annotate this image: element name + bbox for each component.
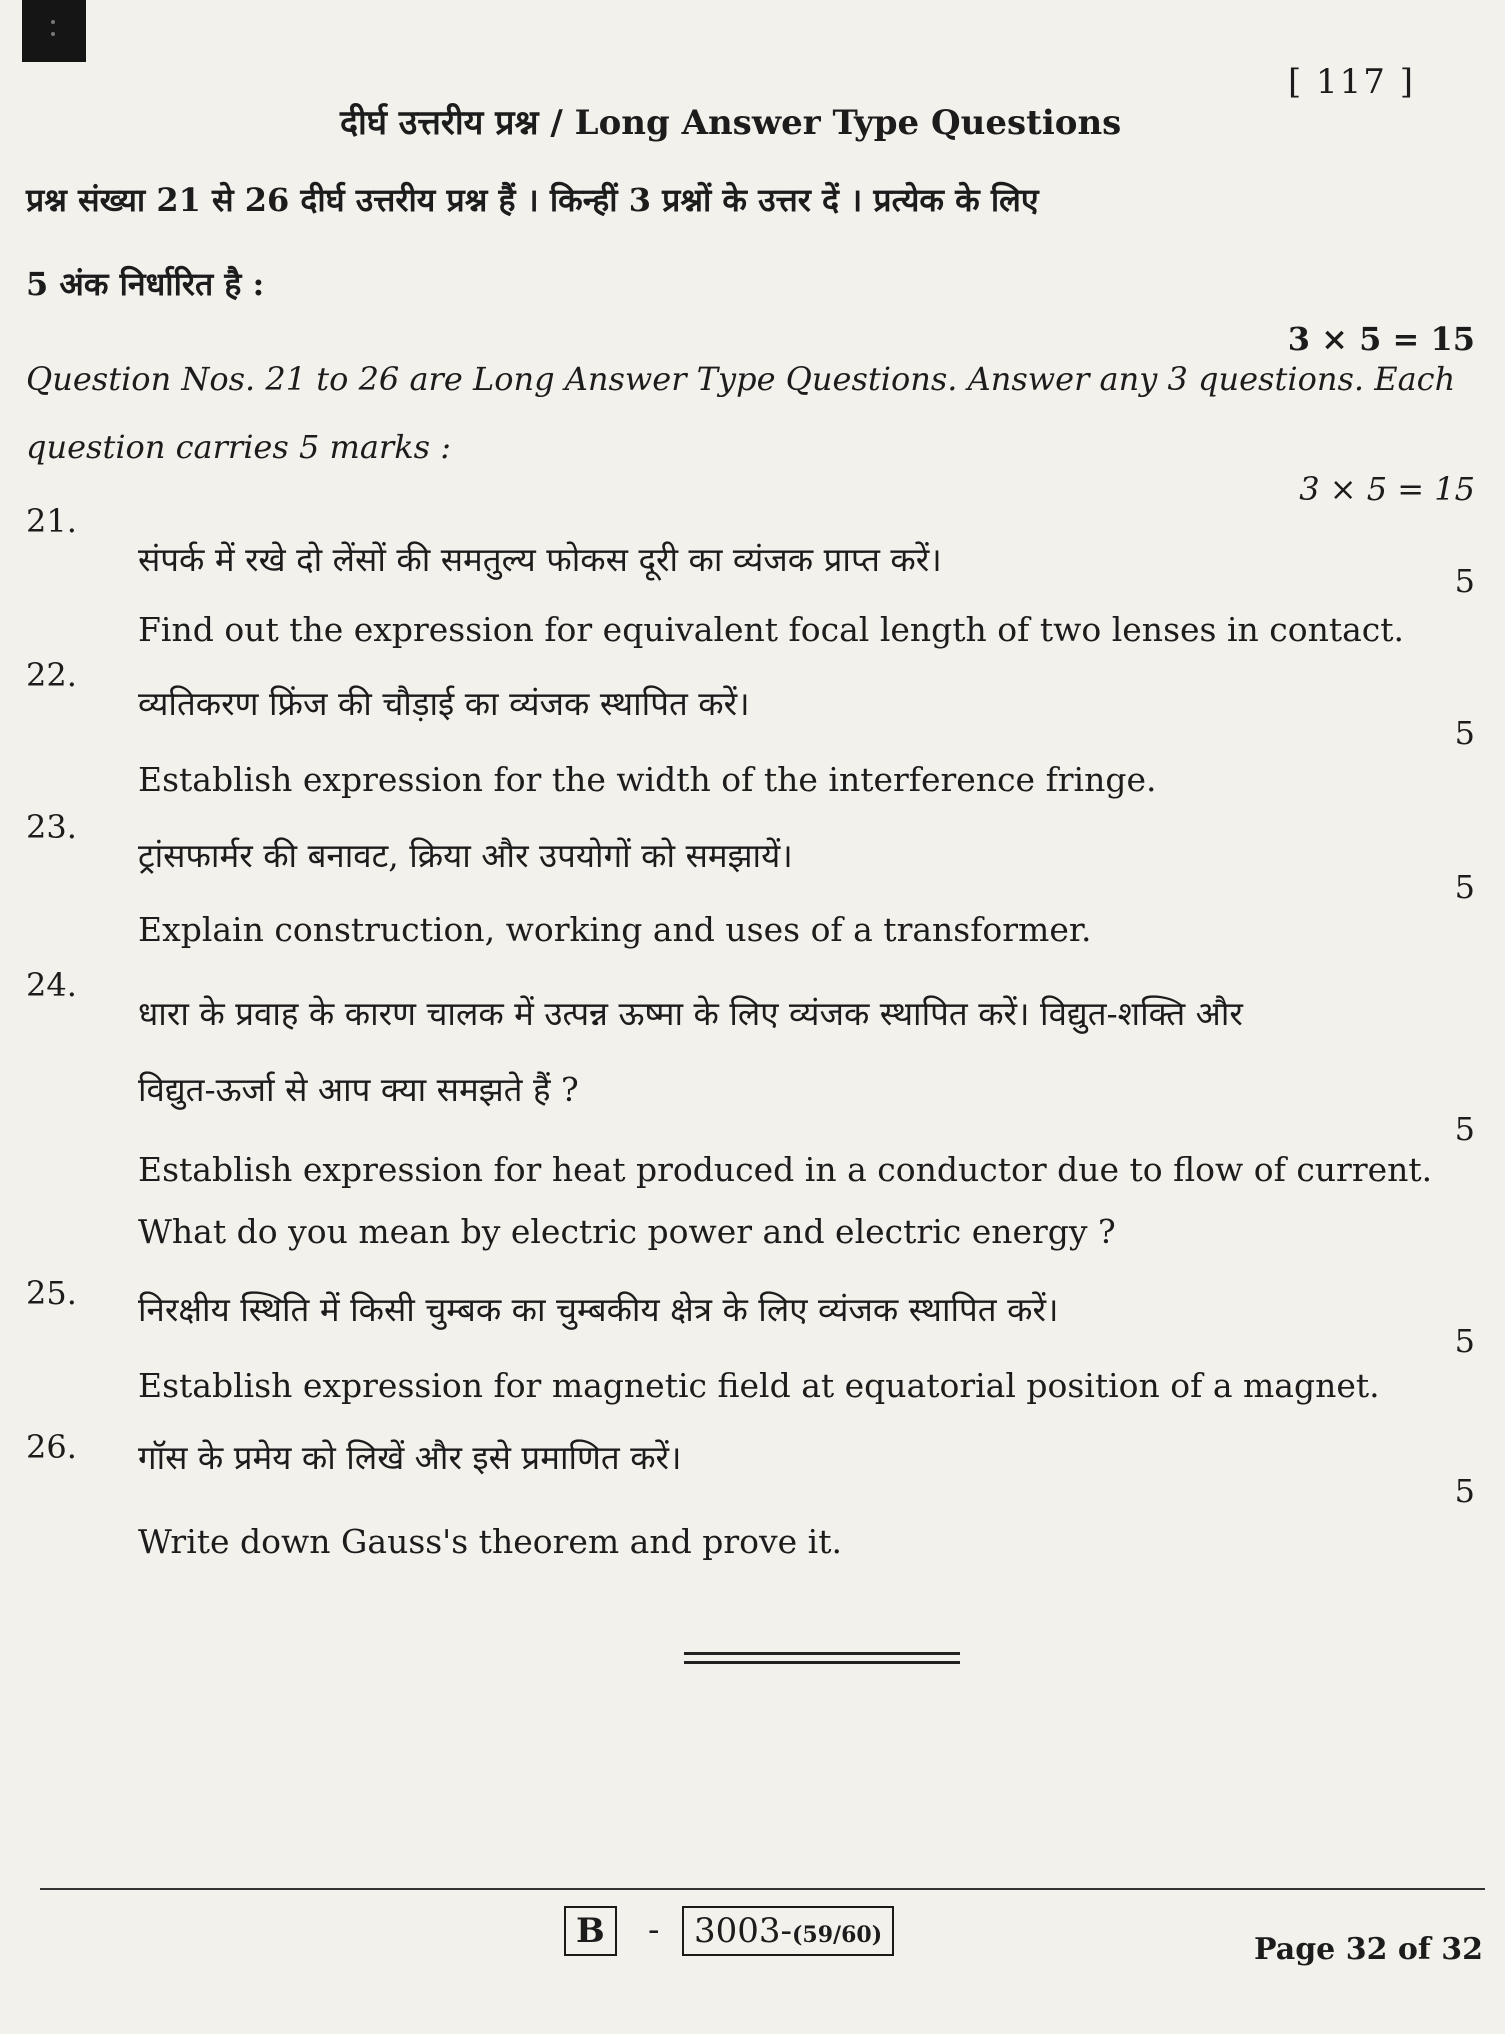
instructions-hindi-line2: 5 अंक निर्धारित है :: [26, 265, 265, 303]
series-dash: -: [648, 1910, 660, 1950]
page-code: [ 117 ]: [1287, 62, 1415, 102]
question-number: 25.: [26, 1274, 77, 1312]
question-marks: 5: [1454, 1472, 1475, 1510]
question-text-hindi: गॉस के प्रमेय को लिखें और इसे प्रमाणित करें।: [138, 1438, 682, 1477]
instructions-hindi-line1: प्रश्न संख्या 21 से 26 दीर्घ उत्तरीय प्रश्न हैं । किन्हीं 3 प्रश्नों के उत्तर दें । प्रत्येक के लिए: [26, 181, 1039, 219]
footer-divider: [40, 1888, 1485, 1890]
question-number: 22.: [26, 656, 77, 694]
question-text-hindi: धारा के प्रवाह के कारण चालक में उत्पन्न ऊष्मा के लिए व्यंजक स्थापित करें। विद्युत-शक्ति और: [138, 994, 1243, 1033]
question-number: 24.: [26, 966, 77, 1004]
page-number-label: Page 32 of 32: [1254, 1932, 1483, 1967]
question-text-english-line2: What do you mean by electric power and electric energy ?: [138, 1212, 1116, 1251]
question-text-hindi: व्यतिकरण फ्रिंज की चौड़ाई का व्यंजक स्थापित करें।: [138, 684, 750, 723]
section-title: दीर्घ उत्तरीय प्रश्न / Long Answer Type Questions: [340, 103, 1122, 143]
question-text-hindi-line2: विद्युत-ऊर्जा से आप क्या समझते हैं ?: [138, 1070, 579, 1109]
marks-total-english: 3 × 5 = 15: [1299, 470, 1475, 508]
question-text-english: Explain construction, working and uses of a transformer.: [138, 910, 1092, 949]
question-text-hindi: निरक्षीय स्थिति में किसी चुम्बक का चुम्बकीय क्षेत्र के लिए व्यंजक स्थापित करें।: [138, 1290, 1059, 1329]
question-number: 26.: [26, 1428, 77, 1466]
question-text-english: Find out the expression for equivalent focal length of two lenses in contact.: [138, 610, 1405, 649]
question-text-english: Write down Gauss's theorem and prove it.: [138, 1522, 842, 1561]
question-marks: 5: [1454, 1110, 1475, 1148]
question-text-english: Establish expression for magnetic field at equatorial position of a magnet.: [138, 1366, 1380, 1405]
question-marks: 5: [1454, 562, 1475, 600]
instructions-english-line1: Question Nos. 21 to 26 are Long Answer Type Questions. Answer any 3 questions. Each: [26, 360, 1456, 398]
instructions-english-line2: question carries 5 marks :: [26, 428, 451, 466]
question-marks: 5: [1454, 1322, 1475, 1360]
paper-code: 3003-: [694, 1911, 793, 1951]
paper-code-box: [682, 1906, 894, 1956]
question-text-hindi: संपर्क में रखे दो लेंसों की समतुल्य फोकस दूरी का व्यंजक प्राप्त करें।: [138, 540, 942, 579]
question-number: 21.: [26, 502, 77, 540]
marks-total-hindi: 3 × 5 = 15: [1287, 320, 1475, 358]
question-text-hindi: ट्रांसफार्मर की बनावट, क्रिया और उपयोगों को समझायें।: [138, 836, 793, 875]
question-marks: 5: [1454, 868, 1475, 906]
paper-code-suffix: (59/60): [792, 1922, 883, 1948]
end-rule-bottom: [684, 1661, 960, 1664]
end-rule-top: [684, 1652, 960, 1655]
corner-registration-mark: [22, 0, 86, 62]
question-number: 23.: [26, 808, 77, 846]
question-text-english: Establish expression for heat produced in a conductor due to flow of current.: [138, 1150, 1433, 1189]
question-text-english: Establish expression for the width of the interference fringe.: [138, 760, 1157, 799]
question-marks: 5: [1454, 714, 1475, 752]
series-box: B: [564, 1906, 617, 1956]
